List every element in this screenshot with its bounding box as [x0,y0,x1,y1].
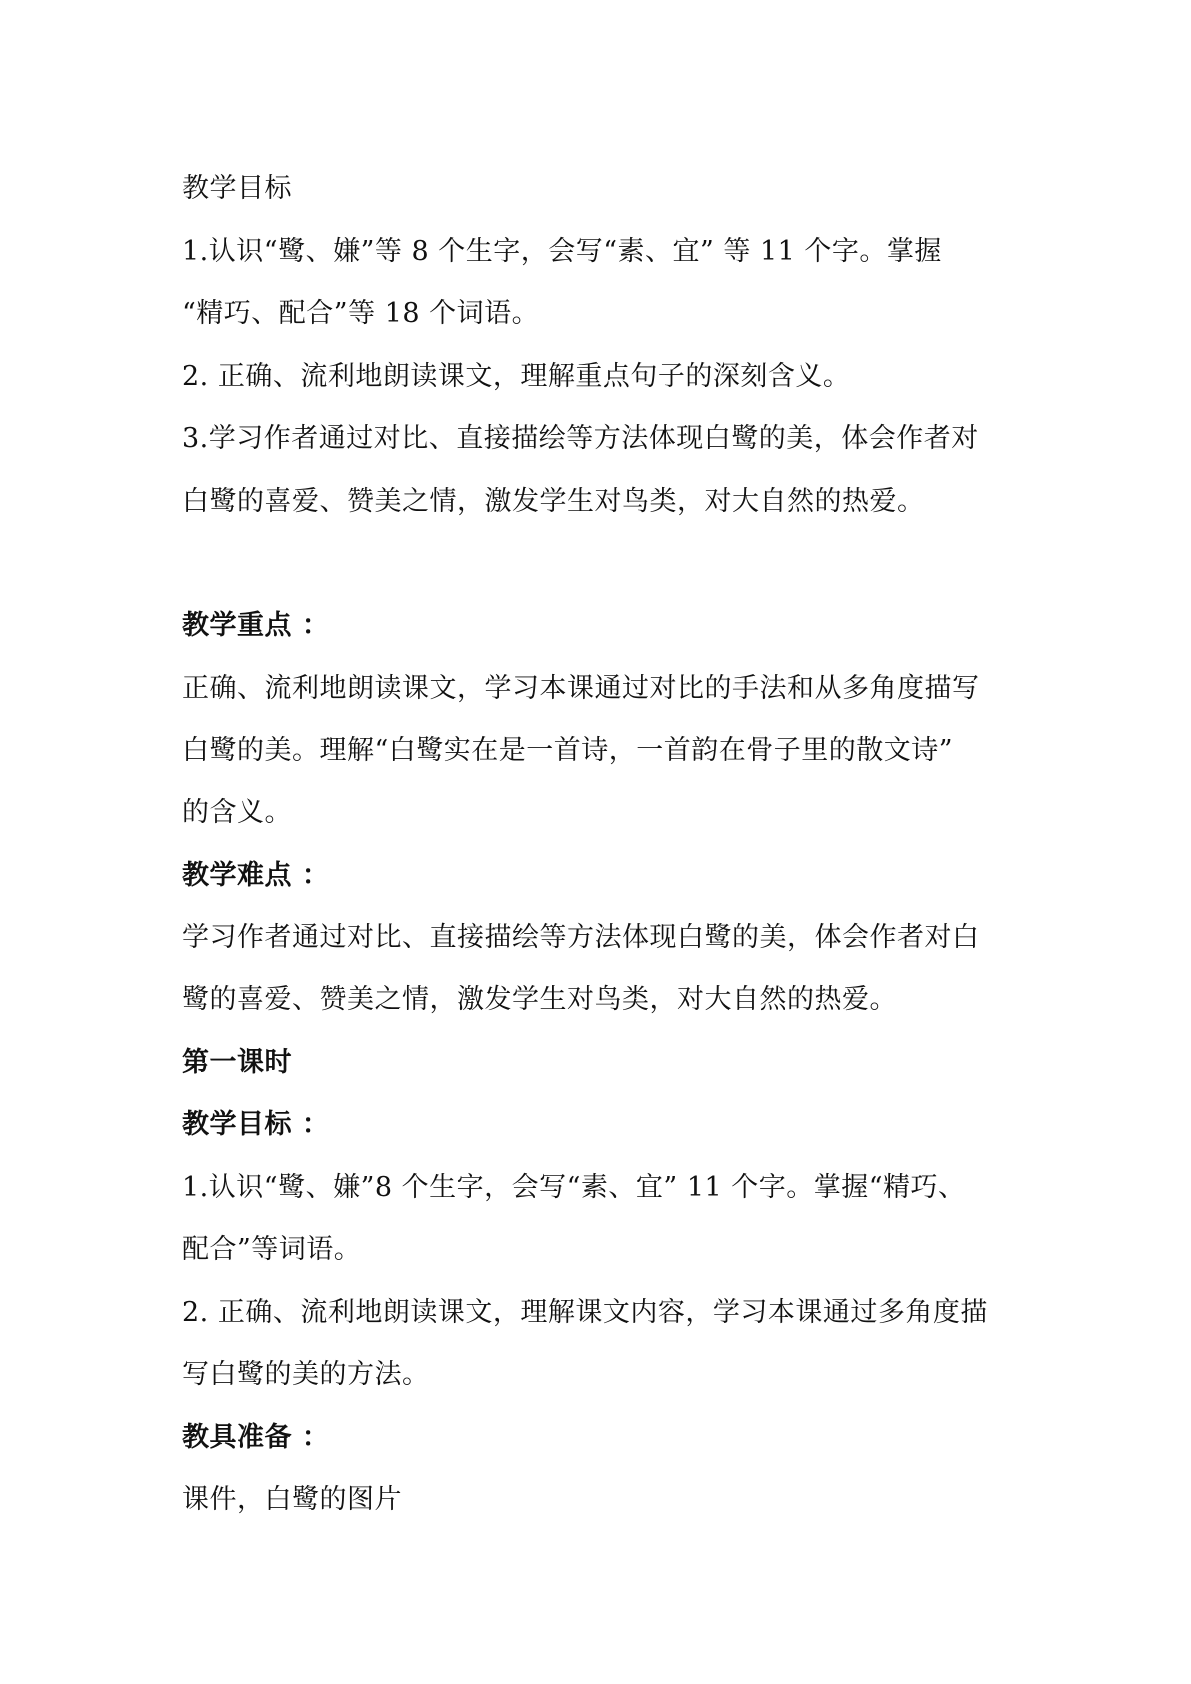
difficulties-line-2: 鹭的喜爱、赞美之情，激发学生对鸟类，对大自然的热爱。 [182,984,897,1015]
materials-line: 课件，白鹭的图片 [182,1484,402,1515]
difficulties-line-1: 学习作者通过对比、直接描绘等方法体现白鹭的美，体会作者对白 [182,922,980,953]
goal-line-3: 3.学习作者通过对比、直接描绘等方法体现白鹭的美，体会作者对 [182,423,979,454]
heading-teaching-goals: 教学目标 [182,173,292,204]
key-points-line-3: 的含义。 [182,797,292,828]
heading-key-points: 教学重点 ： [182,610,330,641]
lesson-goal-line-1-cont: 配合”等词语。 [182,1234,362,1265]
key-points-line-2: 白鹭的美。理解“白鹭实在是一首诗，一首韵在骨子里的散文诗” [182,735,954,766]
heading-first-lesson: 第一课时 [182,1047,292,1078]
lesson-goal-line-2-cont: 写白鹭的美的方法。 [182,1359,430,1390]
goal-line-2: 2. 正确、流利地朗读课文，理解重点句子的深刻含义。 [182,361,851,392]
lesson-goal-line-2: 2. 正确、流利地朗读课文，理解课文内容，学习本课通过多角度描 [182,1297,988,1328]
heading-difficulties: 教学难点 ： [182,860,330,891]
key-points-line-1: 正确、流利地朗读课文，学习本课通过对比的手法和从多角度描写 [182,673,980,704]
heading-materials: 教具准备 ： [182,1422,330,1453]
goal-line-3-cont: 白鹭的喜爱、赞美之情，激发学生对鸟类，对大自然的热爱。 [182,486,925,517]
lesson-goal-line-1: 1.认识“鹭、嫌”8 个生字，会写“素、宜” 11 个字。掌握“精巧、 [182,1172,966,1203]
heading-lesson-goals: 教学目标 ： [182,1109,330,1140]
goal-line-1: 1.认识“鹭、嫌”等 8 个生字，会写“素、宜” 等 11 个字。掌握 [182,236,942,267]
goal-line-1-cont: “精巧、配合”等 18 个词语。 [182,298,540,329]
